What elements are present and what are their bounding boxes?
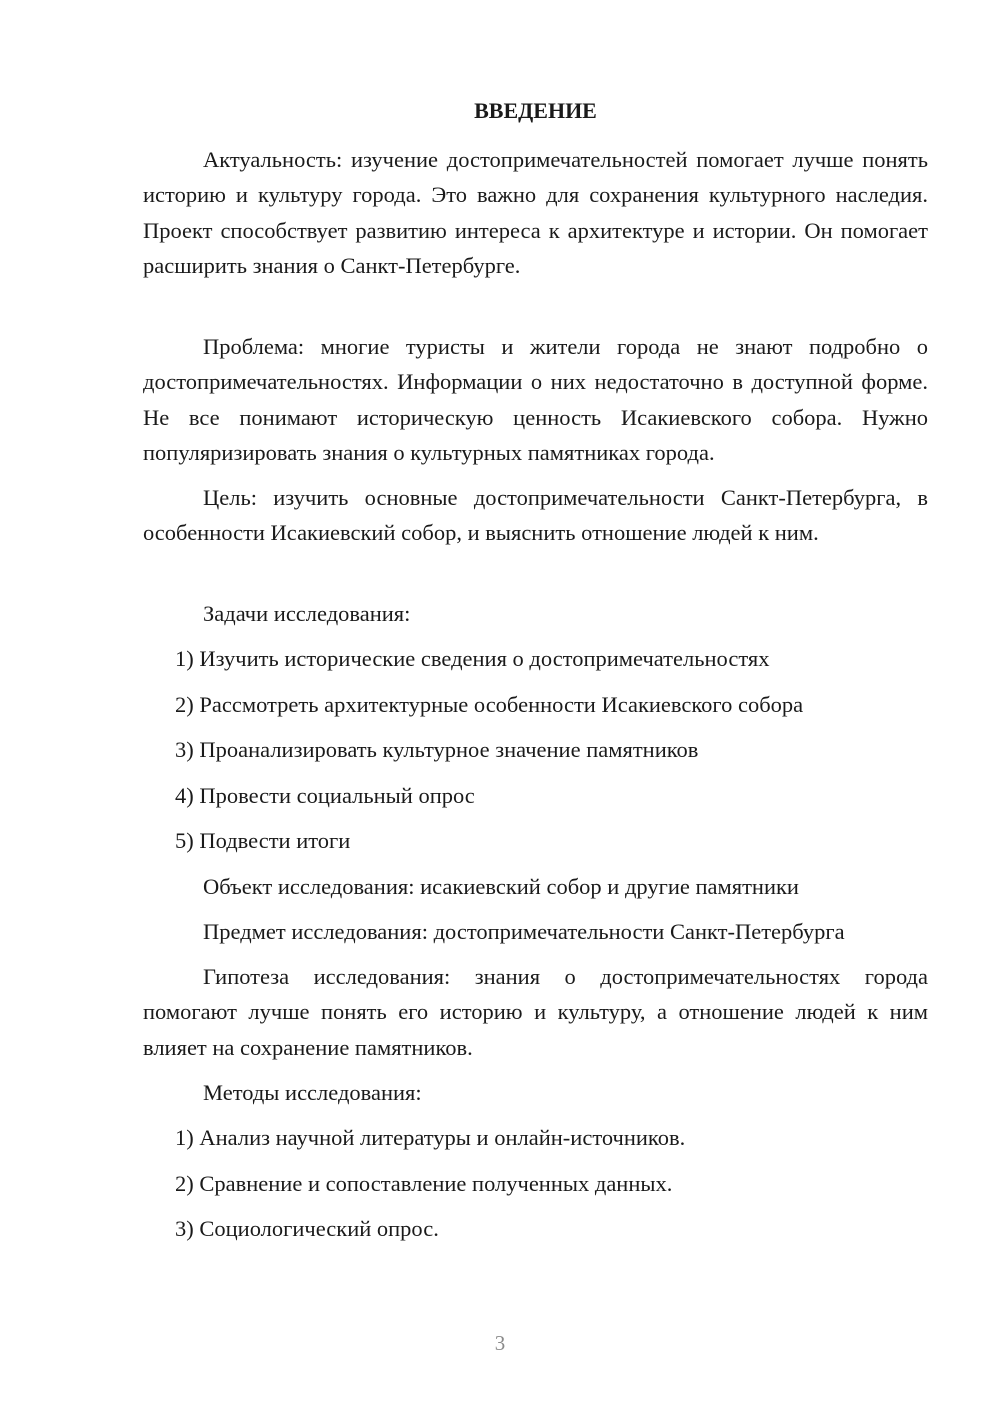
task-item: 3) Проанализировать культурное значение памятников [175, 737, 699, 762]
page-number: 3 [494, 1331, 506, 1355]
problem-paragraph: Проблема: многие туристы и жители города не знают подробно о достопримечательностях. Информации о них недостаточно в доступной форме. Не все понимают историческую ценность Исакиевского собора. Нужно популяризировать знания о культурных памятниках города. [143, 334, 928, 465]
methods-heading: Методы исследования: [203, 1080, 422, 1105]
method-item: 1) Анализ научной литературы и онлайн-источников. [175, 1125, 686, 1150]
method-item: 2) Сравнение и сопоставление полученных данных. [175, 1171, 673, 1196]
task-item: 4) Провести социальный опрос [175, 783, 475, 808]
hypothesis-paragraph: Гипотеза исследования: знания о достопримечательностях города помогают лучше понять его историю и культуру, а отношение людей к ним влияет на сохранение памятников. [143, 964, 928, 1060]
task-item: 2) Рассмотреть архитектурные особенности Исакиевского собора [175, 692, 804, 717]
tasks-heading: Задачи исследования: [203, 601, 411, 626]
research-subject: Предмет исследования: достопримечательности Санкт-Петербурга [203, 919, 845, 944]
task-item: 5) Подвести итоги [175, 828, 351, 853]
goal-paragraph: Цель: изучить основные достопримечательности Санкт-Петербурга, в особенности Исакиевский собор, и выяснить отношение людей к ним. [143, 485, 928, 546]
task-item: 1) Изучить исторические сведения о достопримечательностях [175, 646, 770, 671]
relevance-paragraph: Актуальность: изучение достопримечательностей помогает лучше понять историю и культуру города. Это важно для сохранения культурного наследия. Проект способствует развитию интереса к архитектуре и истории. Он помогает расширить знания о Санкт-Петербурге. [143, 147, 928, 278]
method-item: 3) Социологический опрос. [175, 1216, 439, 1241]
page-title: ВВЕДЕНИЕ [474, 98, 597, 123]
research-object: Объект исследования: исакиевский собор и другие памятники [203, 874, 799, 899]
